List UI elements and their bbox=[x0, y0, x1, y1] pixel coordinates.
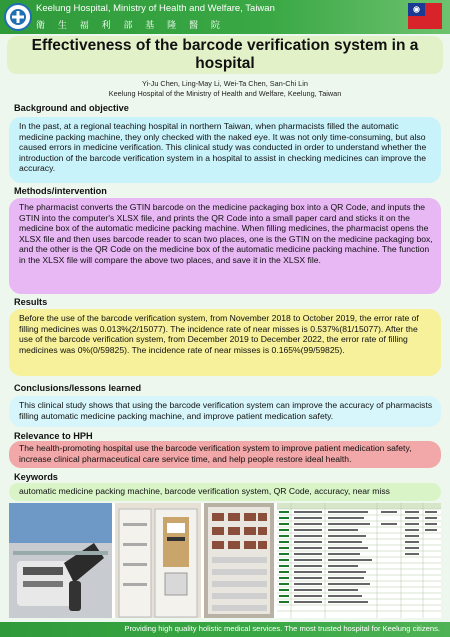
hospital-name-en: Keelung Hospital, Ministry of Health and Welfare, Taiwan bbox=[36, 3, 275, 14]
results-panel: Before the use of the barcode verification system, from November 2018 to October 2019, the error rate of filling medicines was 0.013%(2/15077). The incidence rate of near misses is 0.537%(81/15077). After the use of the barcode verification system, from December 2019 to December 2022, the error rate of filling medicines was 0%(0/59825). The incidence rate of near misses is 0.165%(99/59825). bbox=[9, 309, 441, 376]
photo-strip bbox=[9, 503, 441, 618]
barcode-scanner-photo bbox=[9, 503, 112, 618]
authors: Yi-Ju Chen, Ling-May Li, Wei-Ta Chen, San-Chi Lin bbox=[142, 79, 308, 88]
hospital-emblem-icon bbox=[4, 3, 32, 31]
footer-band bbox=[0, 622, 450, 637]
relevance-panel: The health-promoting hospital use the barcode verification system to improve patient medication safety, increase clinical pharmaceutical care service time, and help people restore ideal health. bbox=[9, 441, 441, 468]
packing-machine-photo bbox=[115, 503, 201, 618]
results-heading: Results bbox=[14, 297, 48, 307]
medicine-cabinet-photo bbox=[204, 503, 274, 618]
page-title: Effectiveness of the barcode verification system in a hospital bbox=[31, 37, 419, 72]
background-heading: Background and objective bbox=[14, 103, 129, 113]
header-band bbox=[0, 0, 450, 34]
methods-heading: Methods/intervention bbox=[14, 186, 107, 196]
relevance-heading: Relevance to HPH bbox=[14, 431, 93, 441]
keywords-heading: Keywords bbox=[14, 472, 58, 482]
methods-panel: The pharmacist converts the GTIN barcode on the medicine packaging box into a QR Code, and inputs the GTIN into the computer's XLSX file, and prints the QR Code into a small paper card and sticks it on the medicine box of the automatic medicine packing machine. When filling medicines, the pharmacist opens the XLSX file and then uses barcode reader to scan two places, one is the GTIN on the medicine packaging box, and the other is the QR Code on the medicine box of the automatic medicine packing machine. The function in the XLSX file will compare the above two places, and save it in the XLSX file. bbox=[9, 198, 441, 294]
background-panel: In the past, at a regional teaching hospital in northern Taiwan, when pharmacists filled the automatic medicine packing machine, they only checked with the naked eye. It was not only time-consuming, but also caused errors in medicine verification. This clinical study was conducted in order to understand whether the introduction of the barcode verification system in a hospital to assist in checking medicines can improve the accuracy. bbox=[9, 117, 441, 183]
title-box bbox=[7, 36, 443, 74]
taiwan-flag-icon bbox=[408, 3, 442, 29]
hospital-name-zh: 衛 生 福 利 部 基 隆 醫 院 bbox=[36, 21, 225, 31]
conclusions-heading: Conclusions/lessons learned bbox=[14, 383, 142, 393]
affiliation: Keelung Hospital of the Ministry of Health and Welfare, Keelung, Taiwan bbox=[108, 88, 342, 98]
conclusions-panel: This clinical study shows that using the barcode verification system can improve the accuracy of pharmacists filling automatic medicine packing machine, and improve patient medication safety. bbox=[9, 396, 441, 427]
keywords-panel: automatic medicine packing machine, barcode verification system, QR Code, accuracy, near miss bbox=[9, 483, 441, 501]
xlsx-spreadsheet-screenshot bbox=[277, 503, 441, 618]
footer-slogan: Providing high quality holistic medical services. The most trusted hospital for Keelung citizens. bbox=[124, 624, 440, 633]
author-block bbox=[0, 79, 450, 98]
